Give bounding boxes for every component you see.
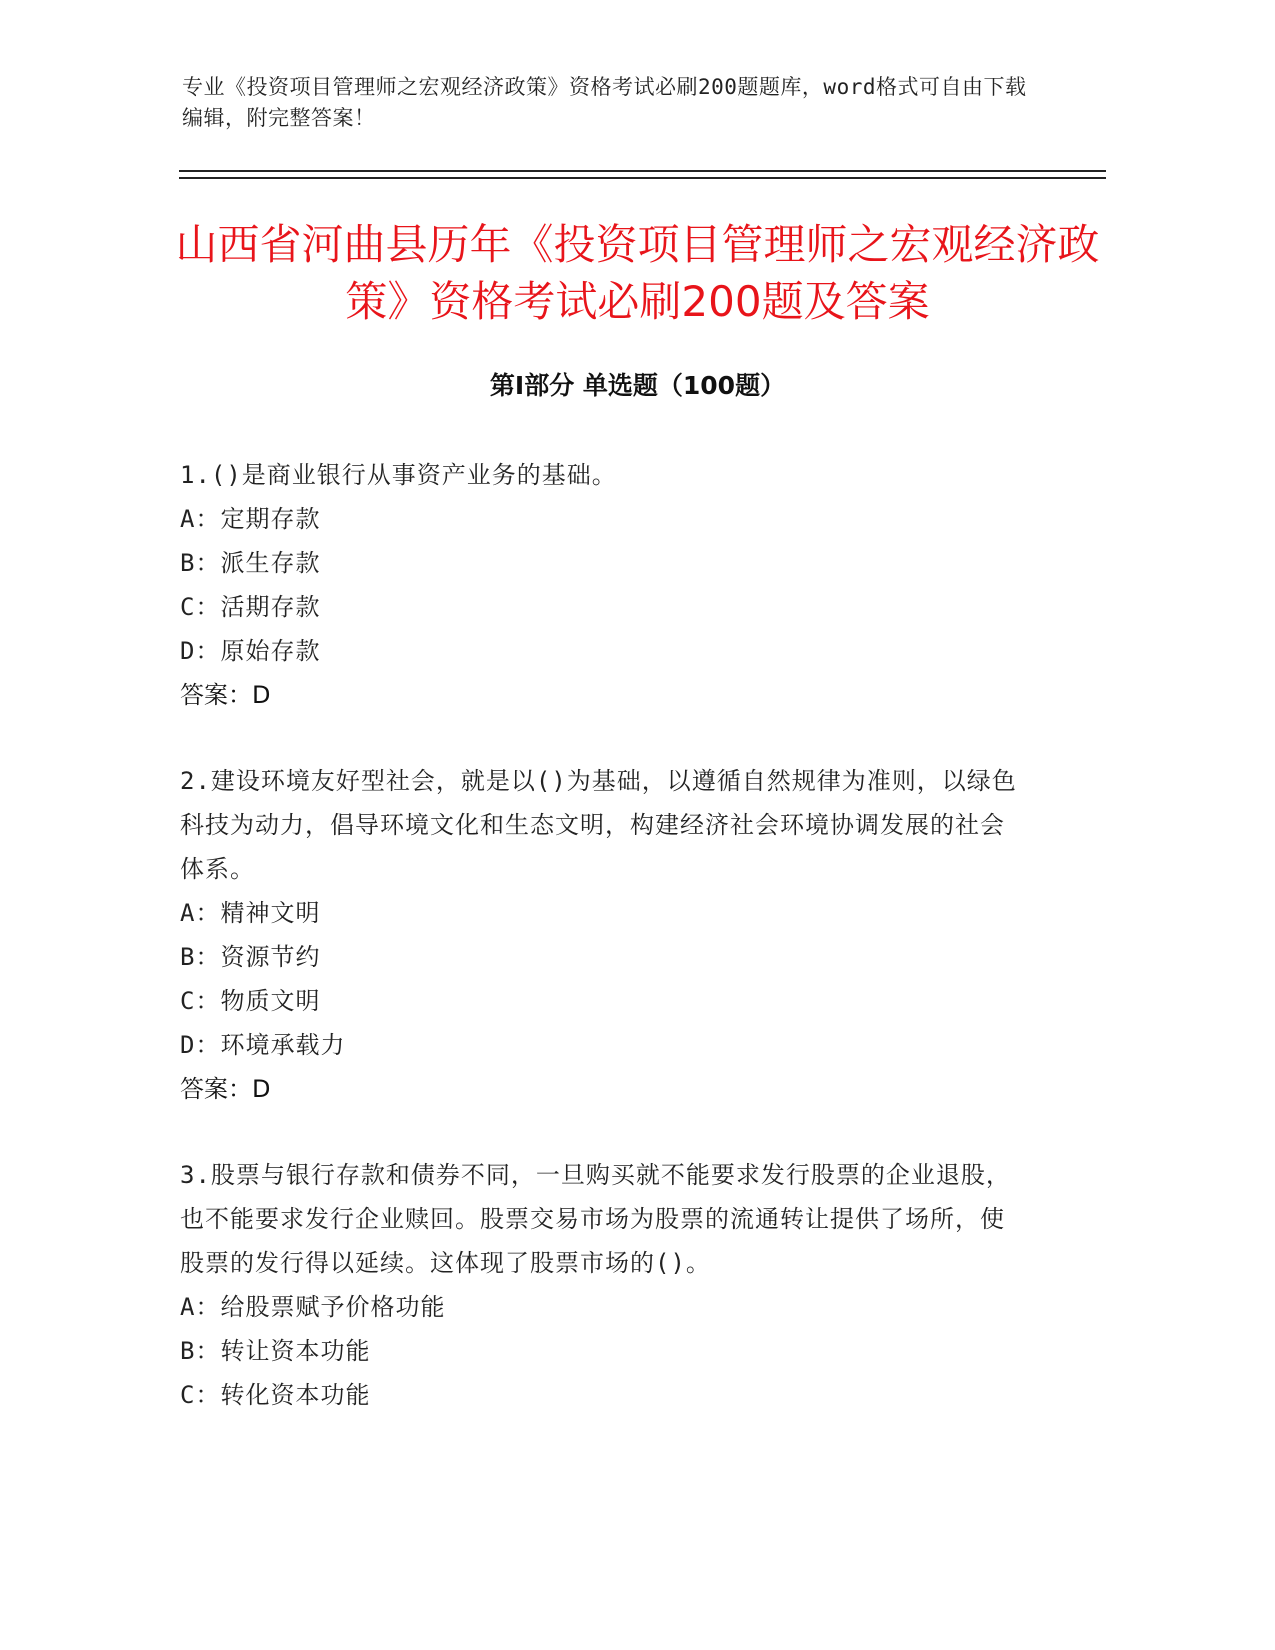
option-c: C：转化资本功能	[180, 1381, 371, 1409]
answer-line: 答案：D	[180, 681, 271, 709]
option-d: D：环境承载力	[180, 1031, 346, 1059]
question-stem: 3.股票与银行存款和债券不同，一旦购买就不能要求发行股票的企业退股，也不能要求发行企业赎回。股票交易市场为股票的流通转让提供了场所，使股票的发行得以延续。这体现了股票市场的()。	[180, 1161, 1011, 1277]
header-divider-top	[179, 170, 1106, 172]
option-b: B：资源节约	[180, 943, 321, 971]
question-item	[180, 1153, 1020, 1417]
option-b: B：转让资本功能	[180, 1337, 371, 1365]
section-heading: 第Ⅰ部分 单选题（100题）	[489, 371, 786, 400]
option-a: A：给股票赋予价格功能	[180, 1293, 446, 1321]
question-stem: 1.()是商业银行从事资产业务的基础。	[180, 461, 617, 489]
question-item	[180, 453, 1020, 717]
option-b: B：派生存款	[180, 549, 321, 577]
question-item	[180, 759, 1020, 1111]
question-stem: 2.建设环境友好型社会，就是以()为基础，以遵循自然规律为准则，以绿色科技为动力，倡导环境文化和生态文明，构建经济社会环境协调发展的社会体系。	[180, 767, 1017, 883]
answer-line: 答案：D	[180, 1075, 271, 1103]
header-note: 专业《投资项目管理师之宏观经济政策》资格考试必刷200题题库，word格式可自由下载编辑，附完整答案！	[182, 75, 1027, 130]
option-a: A：定期存款	[180, 505, 321, 533]
option-a: A：精神文明	[180, 899, 321, 927]
question-list	[180, 453, 1020, 1459]
header-divider-bottom	[179, 177, 1106, 179]
option-c: C：物质文明	[180, 987, 321, 1015]
option-d: D：原始存款	[180, 637, 321, 665]
document-title: 山西省河曲县历年《投资项目管理师之宏观经济政策》资格考试必刷200题及答案	[175, 220, 1100, 326]
option-c: C：活期存款	[180, 593, 321, 621]
